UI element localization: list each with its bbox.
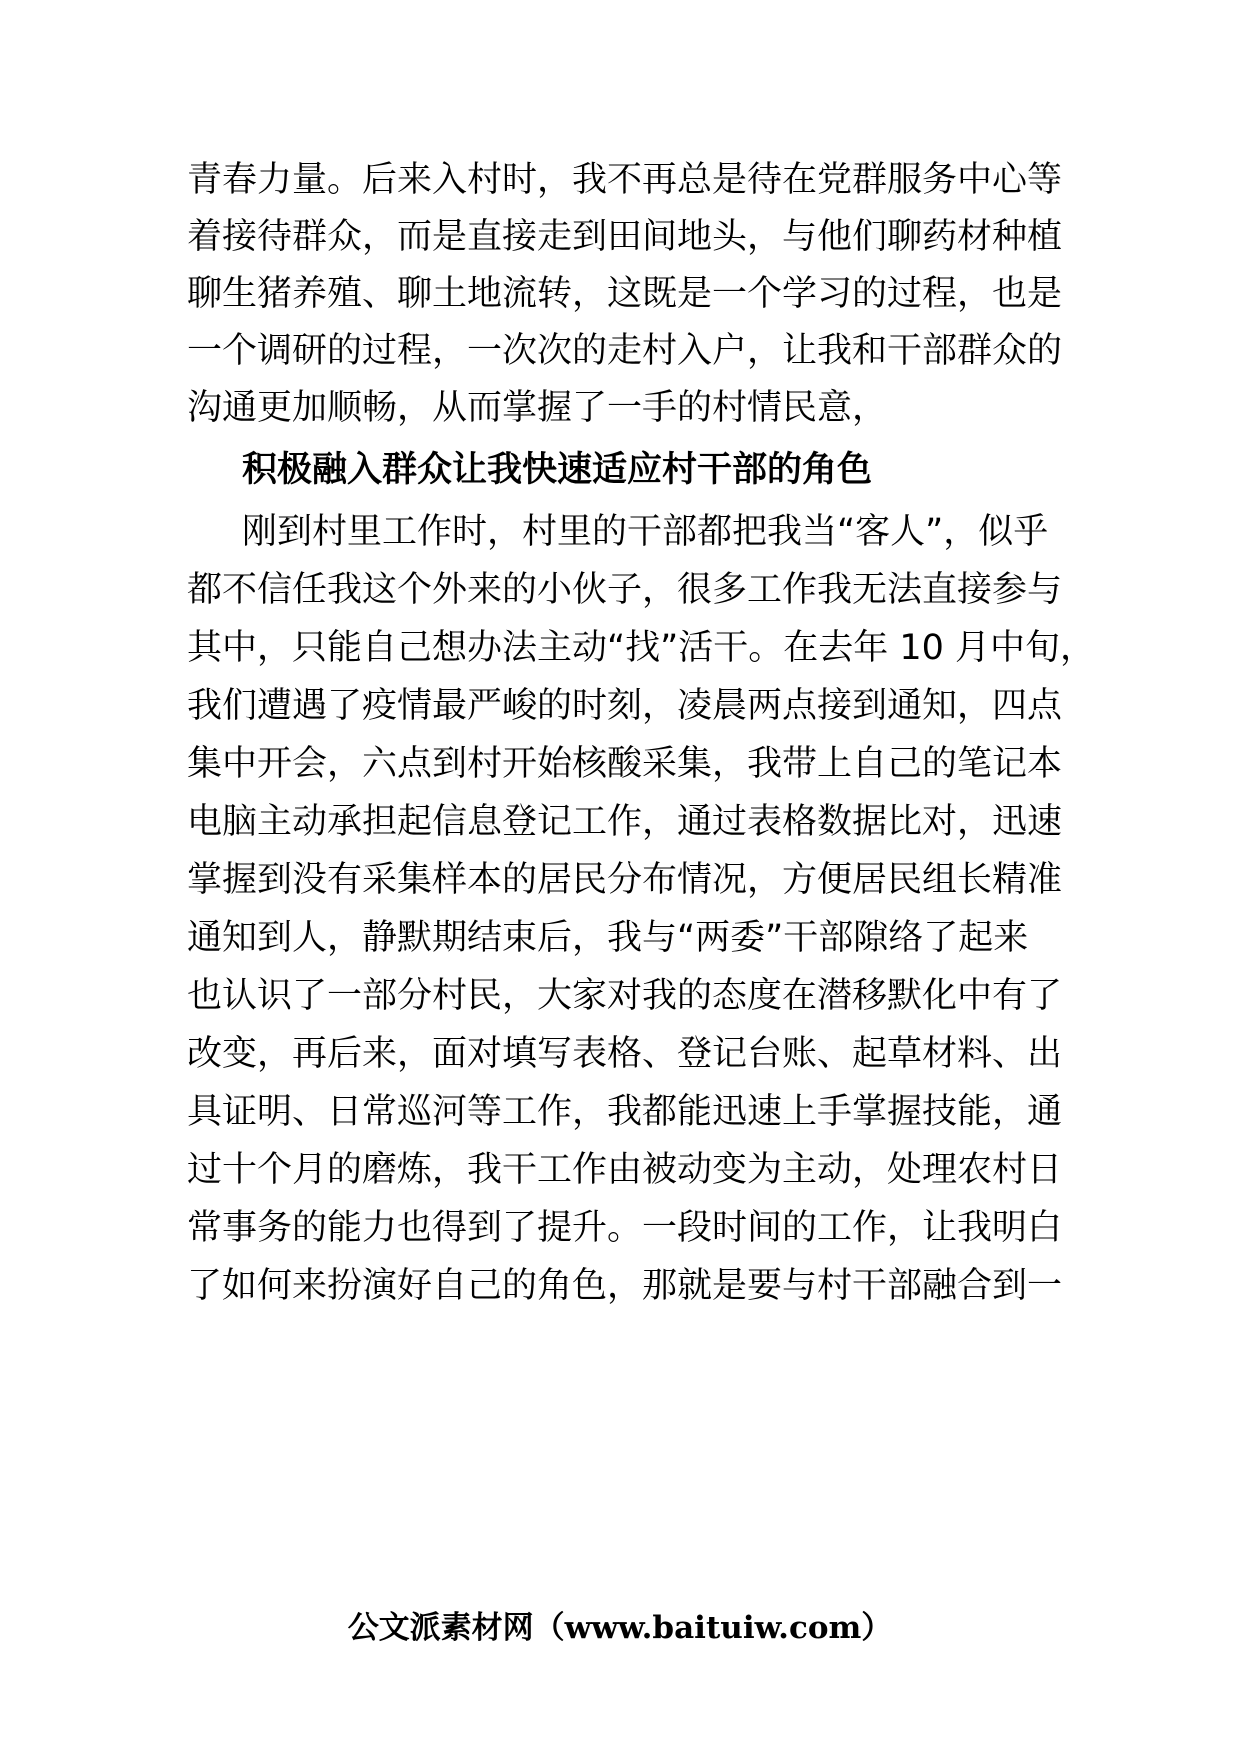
paragraph-line: 通知到人，静默期结束后，我与“两委”干部隙络了起来 (187, 918, 1029, 958)
paragraph-line: 电脑主动承担起信息登记工作，通过表格数据比对，迅速 (187, 802, 1063, 842)
paragraph-line: 着接待群众，而是直接走到田间地头，与他们聊药材种植 (187, 217, 1063, 257)
paragraph-line: 聊生猪养殖、聊土地流转，这既是一个学习的过程，也是 (187, 274, 1063, 314)
section-heading: 积极融入群众让我快速适应村干部的角色 (242, 450, 873, 490)
paragraph-line: 具证明、日常巡河等工作，我都能迅速上手掌握技能，通 (187, 1092, 1063, 1132)
paragraph-line: 沟通更加顺畅，从而掌握了一手的村情民意， (187, 388, 888, 428)
paragraph-line: 青春力量。后来入村时，我不再总是待在党群服务中心等 (187, 160, 1063, 200)
paragraph-line: 我们遭遇了疫情最严峻的时刻，凌晨两点接到通知，四点 (187, 686, 1063, 726)
paragraph-line: 过十个月的磨炼，我干工作由被动变为主动，处理农村日 (187, 1150, 1063, 1190)
paragraph-line: 了如何来扮演好自己的角色，那就是要与村干部融合到一 (187, 1266, 1063, 1306)
paragraph-line: 刚到村里工作时，村里的干部都把我当“客人”，似乎 (242, 512, 1049, 552)
paragraph-line: 常事务的能力也得到了提升。一段时间的工作，让我明白 (187, 1208, 1063, 1248)
paragraph-line: 都不信任我这个外来的小伙子，很多工作我无法直接参与 (187, 570, 1063, 610)
paragraph-line: 集中开会，六点到村开始核酸采集，我带上自己的笔记本 (187, 744, 1063, 784)
paragraph-line: 改变，再后来，面对填写表格、登记台账、起草材料、出 (187, 1034, 1063, 1074)
paragraph-line: 掌握到没有采集样本的居民分布情况，方便居民组长精准 (187, 860, 1063, 900)
paragraph-line: 也认识了一部分村民，大家对我的态度在潜移默化中有了 (187, 976, 1063, 1016)
paragraph-line: 一个调研的过程，一次次的走村入户，让我和干部群众的 (187, 331, 1063, 371)
paragraph-line: 其中，只能自己想办法主动“找”活干。在去年 10 月中旬， (187, 628, 1096, 668)
footer-watermark: 公文派素材网（www.baituiw.com） (347, 1610, 893, 1646)
